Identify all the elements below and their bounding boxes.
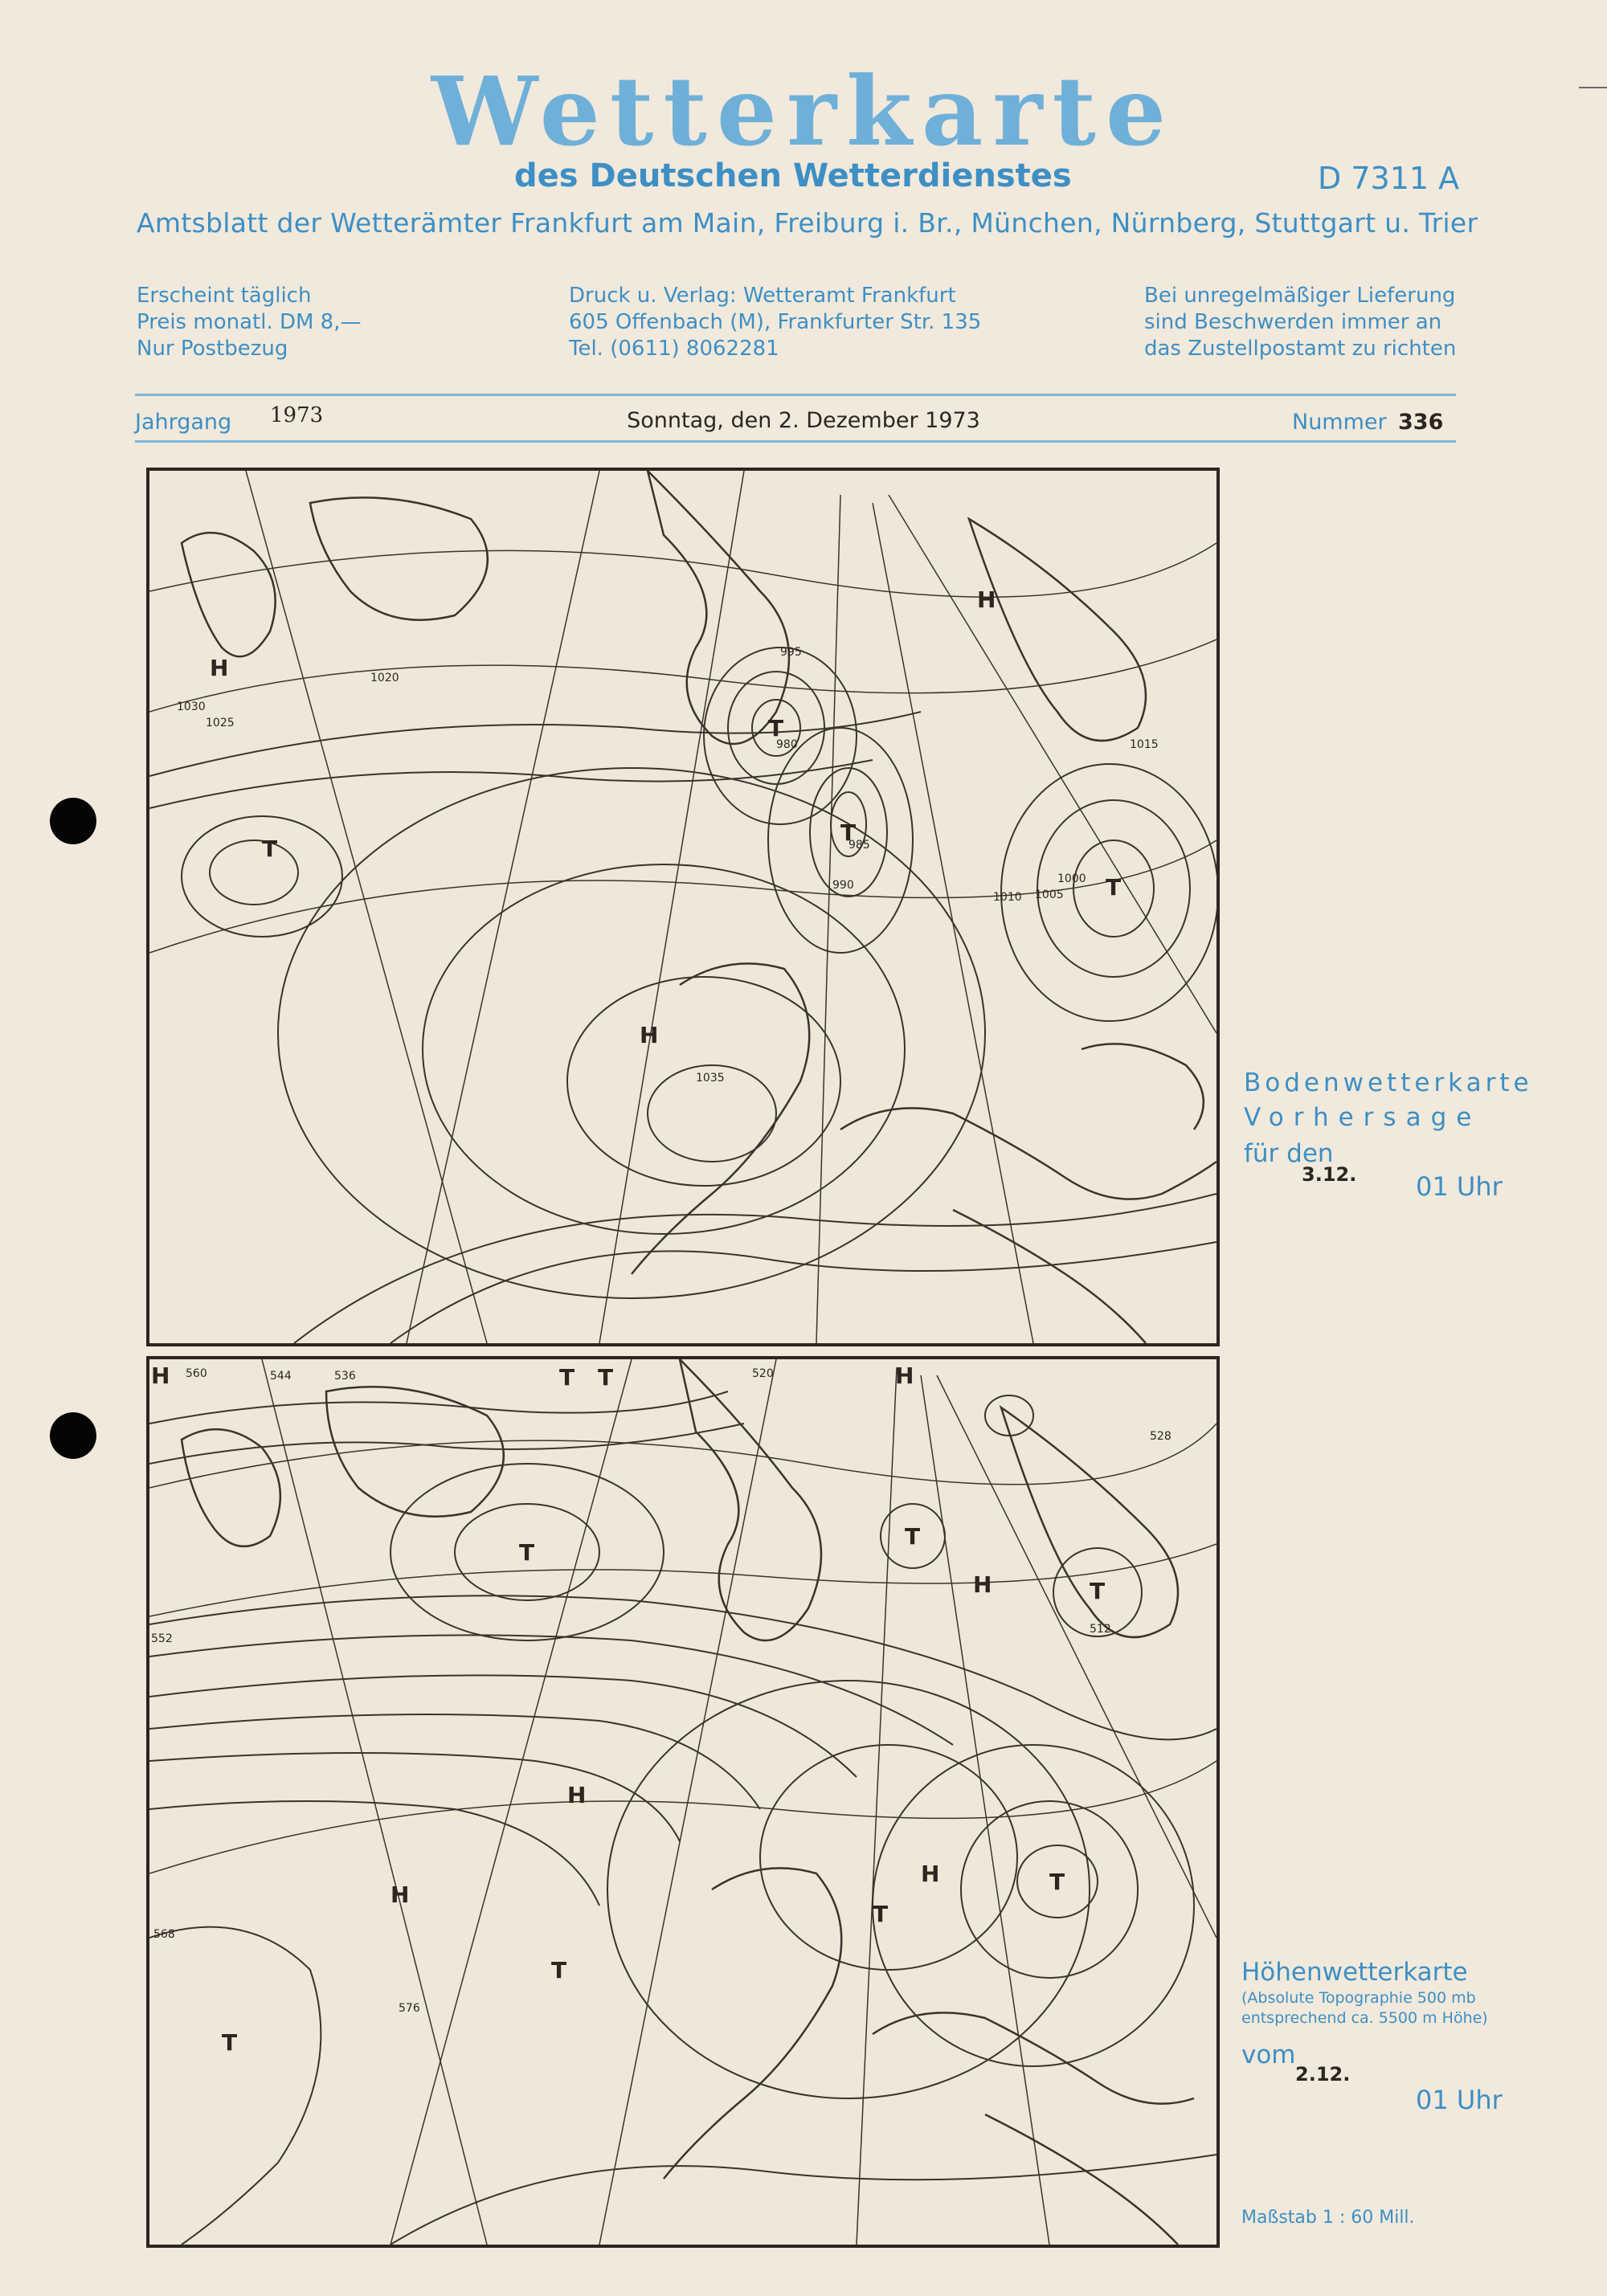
surface-map-subtitle: Vorhersage bbox=[1244, 1103, 1482, 1132]
low-pressure-symbol: T bbox=[840, 819, 857, 846]
low-pressure-symbol: T bbox=[1090, 1578, 1106, 1604]
isobar-label: 1025 bbox=[206, 717, 235, 729]
contour-label: 568 bbox=[153, 1928, 175, 1941]
nummer-value: 336 bbox=[1398, 410, 1444, 435]
upper-map-for-label: vom bbox=[1241, 2041, 1296, 2069]
isobar-label: 1030 bbox=[177, 701, 206, 713]
low-pressure-symbol: T bbox=[1049, 1869, 1065, 1895]
isobar-label: 1005 bbox=[1035, 889, 1064, 901]
jahrgang-value: 1973 bbox=[270, 403, 324, 427]
isobar-label: 1020 bbox=[370, 672, 399, 684]
info-center-line: Druck u. Verlag: Wetteramt Frankfurt bbox=[569, 284, 956, 308]
info-right-line: sind Beschwerden immer an bbox=[1144, 310, 1442, 334]
edge-mark bbox=[1579, 87, 1607, 88]
punch-hole bbox=[50, 798, 96, 844]
surface-map-title: Bodenwetterkarte bbox=[1244, 1068, 1533, 1097]
contour-label: 552 bbox=[151, 1632, 173, 1645]
publication-info-left bbox=[137, 283, 362, 362]
contour-label: 560 bbox=[186, 1367, 207, 1380]
isobar-label: 1010 bbox=[993, 891, 1022, 904]
low-pressure-symbol: T bbox=[598, 1364, 614, 1391]
publisher-info bbox=[569, 283, 981, 362]
upper-map-title: Höhenwetterkarte bbox=[1241, 1958, 1468, 1987]
info-right-line: Bei unregelmäßiger Lieferung bbox=[1144, 284, 1456, 308]
upper-air-map-drawing bbox=[149, 1359, 1216, 2245]
high-pressure-symbol: H bbox=[973, 1571, 992, 1598]
upper-map-note-line: (Absolute Topographie 500 mb bbox=[1241, 1989, 1476, 2007]
upper-air-map bbox=[146, 1356, 1220, 2248]
map-scale: Maßstab 1 : 60 Mill. bbox=[1241, 2208, 1415, 2228]
low-pressure-symbol: T bbox=[1106, 874, 1122, 901]
contour-label: 536 bbox=[334, 1370, 356, 1383]
high-pressure-symbol: H bbox=[151, 1362, 170, 1389]
surface-map-time: 01 Uhr bbox=[1416, 1171, 1503, 1202]
upper-map-note bbox=[1241, 1988, 1488, 2028]
high-pressure-symbol: H bbox=[640, 1022, 659, 1048]
header-rule-bottom bbox=[135, 440, 1456, 443]
upper-map-date: 2.12. bbox=[1295, 2063, 1351, 2086]
issue-date: Sonntag, den 2. Dezember 1973 bbox=[627, 408, 980, 433]
surface-map-date: 3.12. bbox=[1302, 1163, 1357, 1186]
high-pressure-symbol: H bbox=[921, 1861, 940, 1887]
high-pressure-symbol: H bbox=[567, 1782, 587, 1808]
low-pressure-symbol: T bbox=[222, 2029, 238, 2056]
upper-map-time: 01 Uhr bbox=[1416, 2085, 1503, 2115]
low-pressure-symbol: T bbox=[768, 715, 784, 742]
contour-label: 520 bbox=[752, 1367, 774, 1380]
low-pressure-symbol: T bbox=[905, 1523, 921, 1550]
high-pressure-symbol: H bbox=[977, 586, 996, 613]
info-left-line: Nur Postbezug bbox=[137, 337, 288, 361]
info-center-line: Tel. (0611) 8062281 bbox=[569, 337, 779, 361]
contour-label: 576 bbox=[399, 2002, 420, 2015]
surface-map-drawing bbox=[149, 471, 1216, 1343]
low-pressure-symbol: T bbox=[559, 1364, 575, 1391]
surface-map-for-label: für den bbox=[1244, 1139, 1334, 1168]
info-left-line: Erscheint täglich bbox=[137, 284, 312, 308]
isobar-label: 985 bbox=[848, 839, 870, 852]
isobar-label: 980 bbox=[776, 738, 798, 751]
high-pressure-symbol: H bbox=[391, 1881, 410, 1908]
jahrgang-label: Jahrgang bbox=[135, 410, 232, 435]
low-pressure-symbol: T bbox=[873, 1901, 889, 1927]
document-code: D 7311 A bbox=[1318, 161, 1460, 196]
contour-label: 512 bbox=[1090, 1623, 1111, 1636]
masthead-title: Wetterkarte bbox=[431, 55, 1176, 167]
header-rule-top bbox=[135, 394, 1456, 396]
upper-map-note-line: entsprechend ca. 5500 m Höhe) bbox=[1241, 2009, 1488, 2027]
masthead-subtitle: des Deutschen Wetterdienstes bbox=[514, 157, 1072, 194]
punch-hole bbox=[50, 1412, 96, 1459]
nummer-label: Nummer bbox=[1292, 410, 1387, 435]
info-right-line: das Zustellpostamt zu richten bbox=[1144, 337, 1457, 361]
high-pressure-symbol: H bbox=[895, 1362, 914, 1389]
isobar-label: 1000 bbox=[1057, 872, 1086, 885]
delivery-info bbox=[1144, 283, 1456, 362]
gazette-line: Amtsblatt der Wetterämter Frankfurt am Main, Freiburg i. Br., München, Nürnberg, Stuttgart u. Trier bbox=[137, 207, 1478, 239]
info-left-line: Preis monatl. DM 8,— bbox=[137, 310, 362, 334]
isobar-label: 1015 bbox=[1130, 738, 1159, 751]
surface-weather-map bbox=[146, 468, 1220, 1346]
isobar-label: 995 bbox=[780, 646, 802, 659]
contour-label: 528 bbox=[1150, 1430, 1172, 1443]
contour-label: 544 bbox=[270, 1370, 292, 1383]
info-center-line: 605 Offenbach (M), Frankfurter Str. 135 bbox=[569, 310, 982, 334]
low-pressure-symbol: T bbox=[262, 835, 278, 862]
high-pressure-symbol: H bbox=[210, 655, 229, 681]
isobar-label: 990 bbox=[832, 879, 854, 892]
isobar-label: 1035 bbox=[696, 1072, 725, 1085]
low-pressure-symbol: T bbox=[551, 1957, 567, 1983]
low-pressure-symbol: T bbox=[519, 1539, 535, 1566]
